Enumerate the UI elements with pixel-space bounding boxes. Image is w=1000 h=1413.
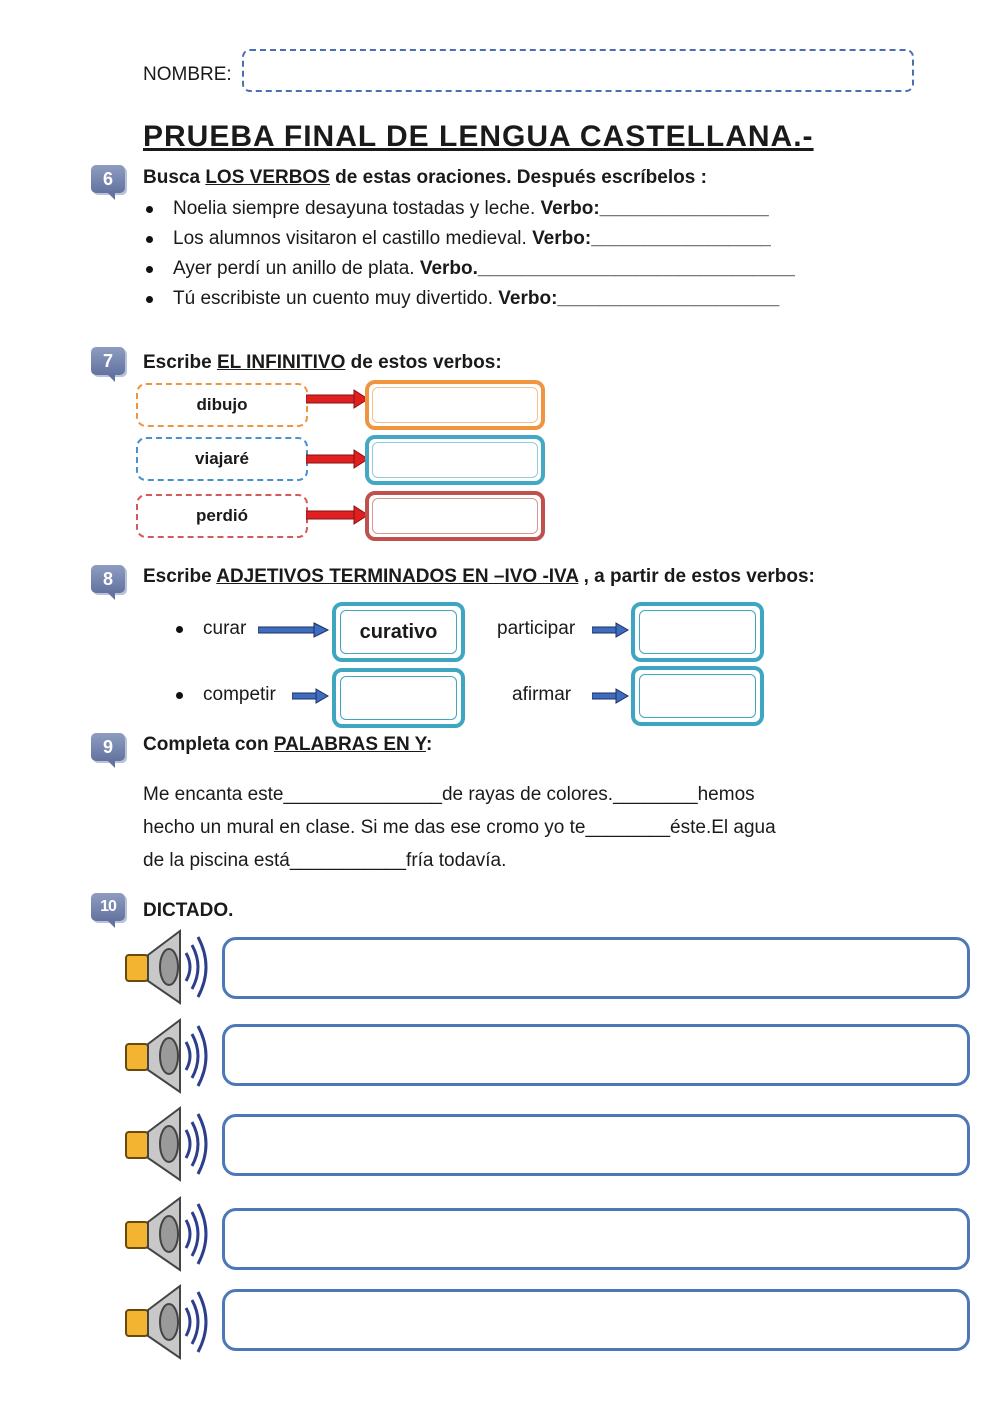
arrow-right-icon <box>258 622 330 638</box>
fill-in-paragraph <box>143 778 863 877</box>
verb-box-dibujo: dibujo <box>136 383 308 427</box>
dictation-line-3[interactable] <box>222 1114 970 1176</box>
verb-box-perdio: perdió <box>136 494 308 538</box>
dictation-line-4[interactable] <box>222 1208 970 1270</box>
answer-blank[interactable]: _________________ <box>591 228 771 249</box>
dictation-line-5[interactable] <box>222 1289 970 1351</box>
exercise-9-instruction: Completa con PALABRAS EN Y: <box>143 734 433 755</box>
verb-participar: participar <box>497 618 576 639</box>
exercise-10-badge: 10 <box>91 893 125 921</box>
exercise-7-instruction: Escribe EL INFINITIVO de estos verbos: <box>143 352 502 373</box>
speaker-icon[interactable] <box>122 927 212 1007</box>
ex6-item: Los alumnos visitaron el castillo medieval. Verbo:_________________ <box>173 228 771 249</box>
exercise-6-badge: 6 <box>91 165 125 193</box>
arrow-right-icon <box>592 622 630 638</box>
bullet <box>146 296 153 303</box>
speaker-icon[interactable] <box>122 1104 212 1184</box>
ex6-item: Ayer perdí un anillo de plata. Verbo.______________________________ <box>173 258 795 279</box>
verb-afirmar: afirmar <box>512 684 572 705</box>
bullet <box>176 692 183 699</box>
paragraph-line: hecho un mural en clase. Si me das ese cromo yo te________éste.El agua <box>143 817 776 838</box>
arrow-right-icon <box>306 505 370 525</box>
arrow-right-icon <box>592 688 630 704</box>
verb-curar: curar <box>203 618 247 639</box>
adjective-answer-box[interactable] <box>631 602 764 662</box>
dictation-line-2[interactable] <box>222 1024 970 1086</box>
paragraph-line: de la piscina está___________fría todavía. <box>143 850 507 871</box>
arrow-right-icon <box>306 389 370 409</box>
exercise-9-badge: 9 <box>91 733 125 761</box>
bullet <box>146 266 153 273</box>
speaker-icon[interactable] <box>122 1282 212 1362</box>
speaker-icon[interactable] <box>122 1016 212 1096</box>
answer-blank[interactable]: ______________________________ <box>477 258 795 279</box>
arrow-right-icon <box>292 688 330 704</box>
verb-competir: competir <box>203 684 276 705</box>
exercise-6-instruction: Busca LOS VERBOS de estas oraciones. Después escríbelos : <box>143 167 707 188</box>
exercise-7-badge: 7 <box>91 347 125 375</box>
adjective-answer-box[interactable] <box>332 668 465 728</box>
exercise-10-instruction: DICTADO. <box>143 900 234 921</box>
adjective-answer-box[interactable] <box>631 666 764 726</box>
infinitive-answer-box[interactable] <box>365 435 545 485</box>
verb-box-viajare: viajaré <box>136 437 308 481</box>
arrow-right-icon <box>306 449 370 469</box>
bullet <box>146 206 153 213</box>
exercise-8-badge: 8 <box>91 565 125 593</box>
paragraph-line: Me encanta este_______________de rayas de colores.________hemos <box>143 784 755 805</box>
adjective-example-box: curativo <box>332 602 465 662</box>
infinitive-answer-box[interactable] <box>365 491 545 541</box>
speaker-icon[interactable] <box>122 1194 212 1274</box>
answer-blank[interactable]: ________________ <box>599 198 769 219</box>
name-label: NOMBRE: <box>143 64 232 85</box>
page-title: PRUEBA FINAL DE LENGUA CASTELLANA.- <box>143 120 814 153</box>
ex6-item: Noelia siempre desayuna tostadas y leche. Verbo:________________ <box>173 198 769 219</box>
answer-blank[interactable]: _____________________ <box>557 288 780 309</box>
bullet <box>146 236 153 243</box>
dictation-line-1[interactable] <box>222 937 970 999</box>
bullet <box>176 626 183 633</box>
exercise-8-instruction: Escribe ADJETIVOS TERMINADOS EN –IVO -IVA , a partir de estos verbos: <box>143 566 815 587</box>
name-input[interactable] <box>242 49 914 92</box>
infinitive-answer-box[interactable] <box>365 380 545 430</box>
ex6-item: Tú escribiste un cuento muy divertido. Verbo:_____________________ <box>173 288 780 309</box>
